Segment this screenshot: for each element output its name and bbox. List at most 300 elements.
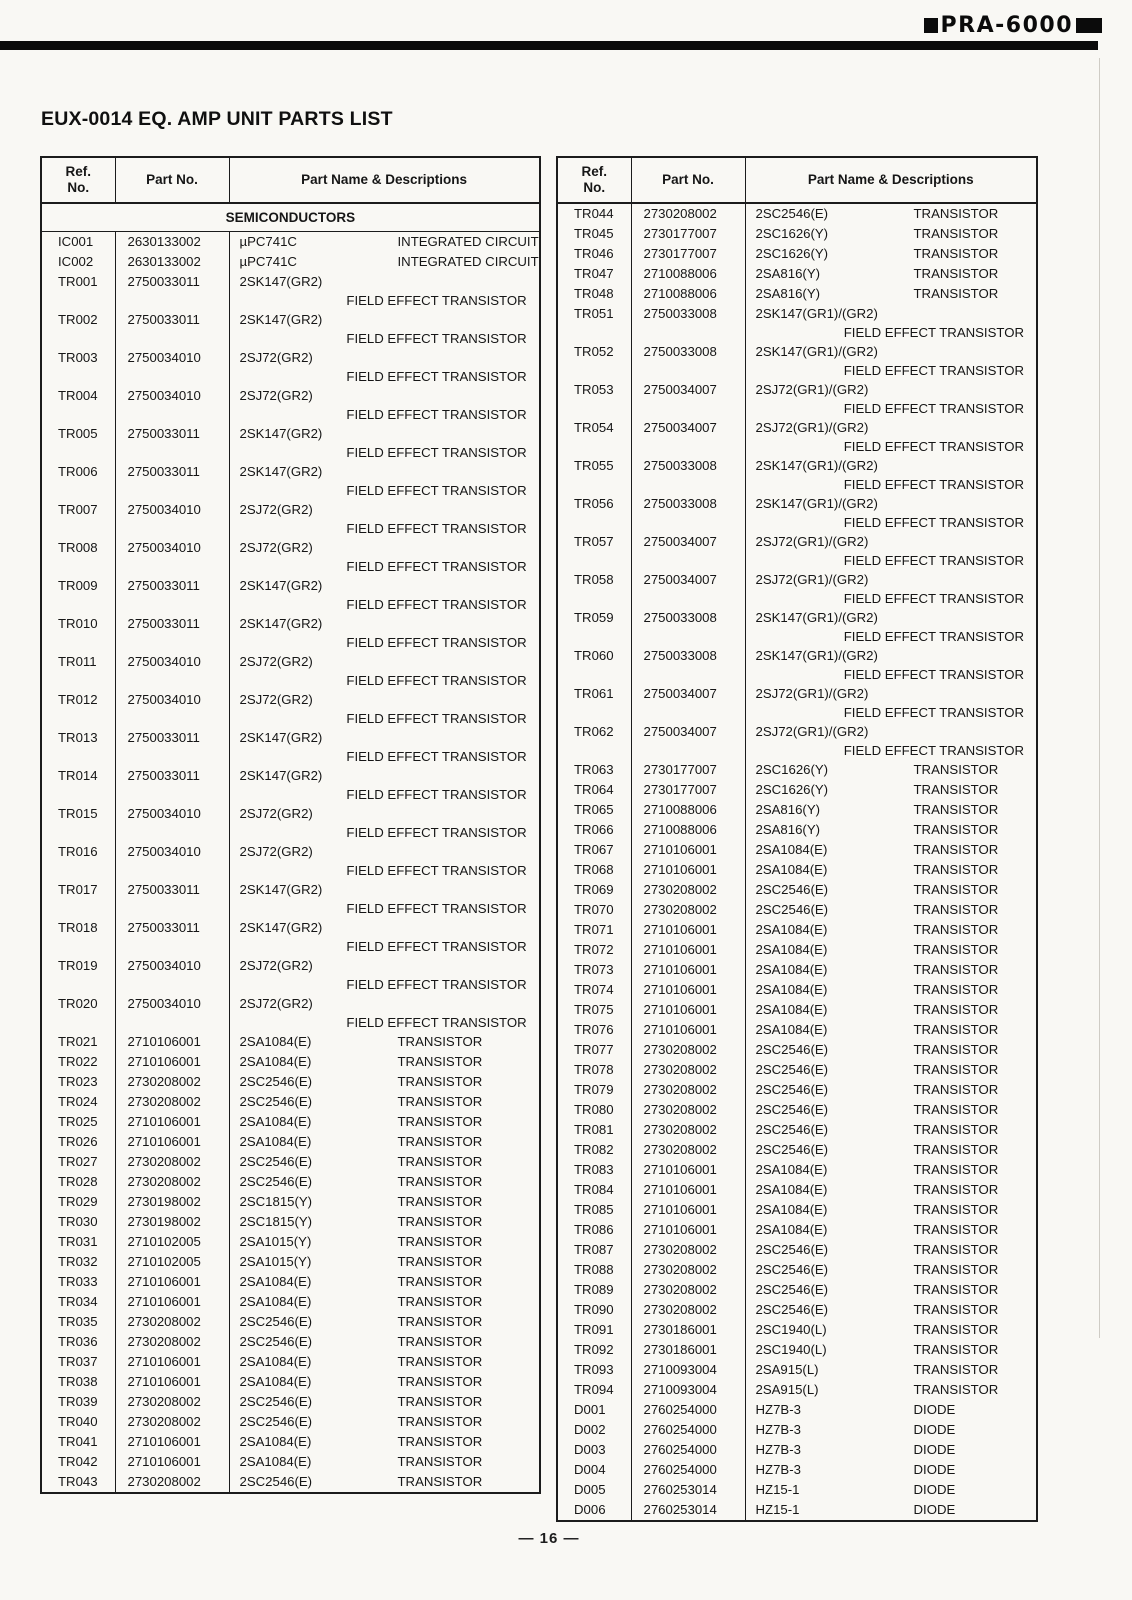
table-row <box>41 424 540 462</box>
ref-no-cell: TR080 <box>557 1100 631 1120</box>
part-name-desc-cell <box>229 652 540 690</box>
part-name: 2SJ72(GR2) <box>239 692 313 707</box>
part-description: FIELD EFFECT TRANSISTOR <box>346 1015 527 1030</box>
part-name-desc-cell <box>229 804 540 842</box>
part-name-desc-cell <box>229 1112 540 1132</box>
part-no-cell: 2730177007 <box>631 780 745 800</box>
part-description: TRANSISTOR <box>913 922 999 937</box>
part-description: FIELD EFFECT TRANSISTOR <box>843 363 1024 378</box>
part-name: 2SA1084(E) <box>755 982 828 997</box>
part-name: 2SA1084(E) <box>755 1222 828 1237</box>
table-row <box>41 232 540 253</box>
part-no-cell: 2730208002 <box>631 1300 745 1320</box>
part-no-cell: 2730208002 <box>631 203 745 224</box>
part-name-desc-cell <box>745 203 1037 224</box>
part-no-cell: 2750034007 <box>631 532 745 570</box>
part-no-cell: 2730208002 <box>115 1072 229 1092</box>
ref-no-cell: TR088 <box>557 1260 631 1280</box>
ref-no-cell: TR011 <box>41 652 115 690</box>
part-name: 2SC2546(E) <box>755 1242 829 1257</box>
ref-no-cell: TR094 <box>557 1380 631 1400</box>
table-row <box>557 780 1037 800</box>
table-row <box>41 1252 540 1272</box>
part-description: TRANSISTOR <box>913 1082 999 1097</box>
part-name: 2SC2546(E) <box>755 1042 829 1057</box>
part-name: 2SA1015(Y) <box>239 1234 312 1249</box>
part-no-cell: 2750033008 <box>631 456 745 494</box>
ref-no-cell: TR059 <box>557 608 631 646</box>
part-description: FIELD EFFECT TRANSISTOR <box>843 591 1024 606</box>
part-no-cell: 2710106001 <box>115 1272 229 1292</box>
table-row <box>557 940 1037 960</box>
table-row <box>41 1132 540 1152</box>
table-row <box>557 532 1037 570</box>
table-row <box>557 1260 1037 1280</box>
ref-no-cell: TR079 <box>557 1080 631 1100</box>
table-row <box>41 1272 540 1292</box>
part-description: TRANSISTOR <box>397 1214 483 1229</box>
part-no-cell: 2710106001 <box>115 1292 229 1312</box>
table-row <box>557 203 1037 224</box>
part-name-desc-cell <box>745 1200 1037 1220</box>
part-name: 2SC2546(E) <box>239 1334 313 1349</box>
ref-no-cell: TR016 <box>41 842 115 880</box>
part-name: 2SC2546(E) <box>755 1062 829 1077</box>
part-no-cell: 2730186001 <box>631 1320 745 1340</box>
part-description: TRANSISTOR <box>397 1354 483 1369</box>
part-description: TRANSISTOR <box>913 246 999 261</box>
ref-no-cell: TR039 <box>41 1392 115 1412</box>
part-name-desc-cell <box>229 538 540 576</box>
brand-bar-left-icon <box>924 18 938 33</box>
part-description: TRANSISTOR <box>397 1374 483 1389</box>
part-no-cell: 2750033011 <box>115 614 229 652</box>
ref-no-cell: TR019 <box>41 956 115 994</box>
table-row <box>41 348 540 386</box>
part-description: TRANSISTOR <box>913 1202 999 1217</box>
part-name: 2SC1626(Y) <box>755 226 829 241</box>
part-no-cell: 2760254000 <box>631 1420 745 1440</box>
part-no-cell: 2730208002 <box>115 1172 229 1192</box>
part-no-cell: 2710106001 <box>115 1372 229 1392</box>
ref-header-line2: No. <box>583 180 606 195</box>
ref-no-cell: TR078 <box>557 1060 631 1080</box>
part-description: TRANSISTOR <box>397 1174 483 1189</box>
part-name: 2SA1084(E) <box>239 1034 312 1049</box>
part-name: 2SA1084(E) <box>755 1002 828 1017</box>
table-row <box>557 1500 1037 1521</box>
part-description: TRANSISTOR <box>397 1394 483 1409</box>
ref-header-line2: No. <box>67 180 90 195</box>
part-name: 2SC2546(E) <box>239 1154 313 1169</box>
part-name-desc-cell <box>745 880 1037 900</box>
part-name: 2SJ72(GR1)/(GR2) <box>755 724 869 739</box>
part-name: 2SJ72(GR1)/(GR2) <box>755 420 869 435</box>
part-name-desc-cell <box>745 1360 1037 1380</box>
table-row <box>41 310 540 348</box>
table-row <box>41 1072 540 1092</box>
table-row <box>557 418 1037 456</box>
part-no-cell: 2750033008 <box>631 608 745 646</box>
part-no-cell: 2750034007 <box>631 570 745 608</box>
table-row <box>557 1080 1037 1100</box>
part-description: TRANSISTOR <box>913 1062 999 1077</box>
part-description: FIELD EFFECT TRANSISTOR <box>843 401 1024 416</box>
table-row <box>557 1120 1037 1140</box>
table-row <box>41 272 540 310</box>
part-no-cell: 2750034010 <box>115 994 229 1032</box>
section-title: SEMICONDUCTORS <box>41 203 540 232</box>
ref-no-cell: TR073 <box>557 960 631 980</box>
part-no-cell: 2750033008 <box>631 646 745 684</box>
ref-no-cell: TR030 <box>41 1212 115 1232</box>
part-no-cell: 2730208002 <box>631 1080 745 1100</box>
part-name-desc-cell <box>229 1152 540 1172</box>
ref-no-cell: TR028 <box>41 1172 115 1192</box>
ref-no-cell: TR074 <box>557 980 631 1000</box>
part-name-desc-cell <box>745 760 1037 780</box>
part-description: TRANSISTOR <box>397 1334 483 1349</box>
part-name-desc-cell <box>229 1192 540 1212</box>
part-description: TRANSISTOR <box>913 226 999 241</box>
part-name: 2SC2546(E) <box>755 1262 829 1277</box>
header-row <box>41 157 540 203</box>
part-name-desc-cell <box>229 728 540 766</box>
part-name-desc-cell <box>745 264 1037 284</box>
part-no-cell: 2750034010 <box>115 538 229 576</box>
part-name-desc-cell <box>229 1292 540 1312</box>
part-no-cell: 2750033011 <box>115 424 229 462</box>
part-description: FIELD EFFECT TRANSISTOR <box>346 939 527 954</box>
part-name-desc-cell <box>229 1252 540 1272</box>
ref-no-cell: TR020 <box>41 994 115 1032</box>
ref-no-cell: TR047 <box>557 264 631 284</box>
ref-no-cell: TR007 <box>41 500 115 538</box>
part-name: 2SJ72(GR2) <box>239 350 313 365</box>
part-name-desc-cell <box>229 272 540 310</box>
table-row <box>557 1140 1037 1160</box>
table-row <box>41 576 540 614</box>
part-name-desc-cell <box>745 1380 1037 1400</box>
table-row <box>557 1040 1037 1060</box>
part-name: 2SK147(GR2) <box>239 730 323 745</box>
ref-no-cell: TR051 <box>557 304 631 342</box>
table-row <box>557 880 1037 900</box>
part-name: HZ15-1 <box>755 1502 800 1517</box>
part-no-cell: 2750033011 <box>115 880 229 918</box>
part-description: TRANSISTOR <box>913 942 999 957</box>
part-name-desc-cell <box>745 780 1037 800</box>
part-name: 2SK147(GR1)/(GR2) <box>755 496 878 511</box>
part-name: 2SA1084(E) <box>755 1162 828 1177</box>
part-name-desc-cell <box>745 900 1037 920</box>
ref-no-cell: TR084 <box>557 1180 631 1200</box>
part-name: 2SK147(GR2) <box>239 426 323 441</box>
table-row <box>41 386 540 424</box>
part-no-cell: 2750034007 <box>631 380 745 418</box>
part-name-desc-cell <box>745 1480 1037 1500</box>
part-description: TRANSISTOR <box>397 1034 483 1049</box>
part-no-cell: 2750033011 <box>115 918 229 956</box>
part-name: 2SK147(GR2) <box>239 616 323 631</box>
table-row <box>557 1180 1037 1200</box>
section-row <box>41 203 540 232</box>
part-name: 2SC2546(E) <box>239 1474 313 1489</box>
part-name-desc-cell <box>229 1092 540 1112</box>
part-name: 2SC2546(E) <box>755 1142 829 1157</box>
table-row <box>41 1112 540 1132</box>
part-no-cell: 2750033008 <box>631 304 745 342</box>
table-row <box>557 840 1037 860</box>
table-row <box>557 980 1037 1000</box>
ref-col-header <box>557 157 631 203</box>
part-name: 2SC2546(E) <box>755 1122 829 1137</box>
ref-header-line1: Ref. <box>581 164 607 179</box>
table-row <box>41 766 540 804</box>
part-description: FIELD EFFECT TRANSISTOR <box>346 331 527 346</box>
part-name-desc-cell <box>745 304 1037 342</box>
part-no-cell: 2710102005 <box>115 1252 229 1272</box>
part-name: 2SC2546(E) <box>239 1094 313 1109</box>
part-no-cell: 2710088006 <box>631 820 745 840</box>
part-name: 2SC2546(E) <box>239 1174 313 1189</box>
part-name: 2SA1084(E) <box>239 1114 312 1129</box>
part-description: FIELD EFFECT TRANSISTOR <box>843 515 1024 530</box>
ref-no-cell: IC002 <box>41 252 115 272</box>
part-no-cell: 2710106001 <box>631 1000 745 1020</box>
part-description: TRANSISTOR <box>913 782 999 797</box>
table-row <box>41 500 540 538</box>
ref-no-cell: TR069 <box>557 880 631 900</box>
part-name-desc-cell <box>745 418 1037 456</box>
part-description: TRANSISTOR <box>913 1182 999 1197</box>
part-name: µPC741C <box>239 254 297 269</box>
part-name: 2SA1084(E) <box>239 1274 312 1289</box>
ref-no-cell: TR076 <box>557 1020 631 1040</box>
part-no-cell: 2730198002 <box>115 1192 229 1212</box>
part-description: TRANSISTOR <box>397 1294 483 1309</box>
part-name-desc-cell <box>745 1500 1037 1521</box>
ref-no-cell: TR046 <box>557 244 631 264</box>
brand-text: PRA-6000 <box>940 13 1073 38</box>
part-name-desc-cell <box>745 532 1037 570</box>
part-name: 2SJ72(GR1)/(GR2) <box>755 686 869 701</box>
part-name: 2SJ72(GR2) <box>239 844 313 859</box>
ref-no-cell: TR064 <box>557 780 631 800</box>
part-description: TRANSISTOR <box>913 266 999 281</box>
table-row <box>41 1472 540 1493</box>
part-name: 2SC2546(E) <box>755 882 829 897</box>
part-name-desc-cell <box>229 956 540 994</box>
part-no-cell: 2760254000 <box>631 1460 745 1480</box>
part-name-desc-cell <box>745 1080 1037 1100</box>
part-no-cell: 2750034010 <box>115 348 229 386</box>
ref-no-cell: TR082 <box>557 1140 631 1160</box>
part-no-cell: 2750034010 <box>115 842 229 880</box>
table-row <box>557 608 1037 646</box>
ref-no-cell: TR091 <box>557 1320 631 1340</box>
part-no-cell: 2750034010 <box>115 500 229 538</box>
part-name: 2SA1084(E) <box>755 942 828 957</box>
part-no-cell: 2730177007 <box>631 224 745 244</box>
part-name: 2SJ72(GR2) <box>239 654 313 669</box>
part-no-cell: 2710088006 <box>631 284 745 304</box>
part-no-cell: 2730208002 <box>631 900 745 920</box>
table-row <box>41 1392 540 1412</box>
part-name-desc-cell <box>229 1312 540 1332</box>
ref-no-cell: TR057 <box>557 532 631 570</box>
part-name: 2SC2546(E) <box>755 902 829 917</box>
part-name-desc-cell <box>745 380 1037 418</box>
table-row <box>41 1092 540 1112</box>
part-no-cell: 2710106001 <box>115 1432 229 1452</box>
part-name-desc-cell <box>745 980 1037 1000</box>
part-description: FIELD EFFECT TRANSISTOR <box>346 559 527 574</box>
part-name: 2SA1084(E) <box>239 1134 312 1149</box>
part-description: FIELD EFFECT TRANSISTOR <box>346 749 527 764</box>
ref-no-cell: TR002 <box>41 310 115 348</box>
part-name: 2SC2546(E) <box>239 1394 313 1409</box>
part-name-desc-cell <box>745 646 1037 684</box>
ref-no-cell: TR010 <box>41 614 115 652</box>
part-name-desc-cell <box>745 1400 1037 1420</box>
table-row <box>41 728 540 766</box>
part-name-desc-cell <box>745 684 1037 722</box>
table-row <box>557 1160 1037 1180</box>
part-no-cell: 2730208002 <box>631 1140 745 1160</box>
part-no-cell: 2710093004 <box>631 1360 745 1380</box>
ref-no-cell: TR017 <box>41 880 115 918</box>
part-description: FIELD EFFECT TRANSISTOR <box>346 863 527 878</box>
ref-no-cell: TR040 <box>41 1412 115 1432</box>
table-row <box>557 1440 1037 1460</box>
ref-no-cell: TR052 <box>557 342 631 380</box>
table-row <box>557 1420 1037 1440</box>
part-name-desc-cell <box>745 1300 1037 1320</box>
table-row <box>41 1452 540 1472</box>
part-name: 2SC2546(E) <box>755 1302 829 1317</box>
ref-no-cell: TR036 <box>41 1332 115 1352</box>
part-name-desc-cell <box>745 570 1037 608</box>
part-name-desc-cell <box>229 880 540 918</box>
part-name: 2SJ72(GR1)/(GR2) <box>755 572 869 587</box>
part-no-cell: 2730208002 <box>631 1040 745 1060</box>
part-description: TRANSISTOR <box>913 1142 999 1157</box>
part-no-cell: 2710093004 <box>631 1380 745 1400</box>
ref-no-cell: TR061 <box>557 684 631 722</box>
part-description: TRANSISTOR <box>913 1002 999 1017</box>
table-row <box>557 1380 1037 1400</box>
ref-no-cell: TR044 <box>557 203 631 224</box>
part-name-desc-cell <box>229 1352 540 1372</box>
part-description: INTEGRATED CIRCUIT <box>397 254 539 269</box>
table-row <box>41 252 540 272</box>
ref-no-cell: IC001 <box>41 232 115 253</box>
table-row <box>557 1000 1037 1020</box>
part-name: 2SK147(GR2) <box>239 274 323 289</box>
part-name-desc-cell <box>745 1460 1037 1480</box>
part-no-cell: 2760253014 <box>631 1500 745 1521</box>
part-no-cell: 2750033011 <box>115 766 229 804</box>
part-no-cell: 2730208002 <box>115 1332 229 1352</box>
table-row <box>41 1212 540 1232</box>
part-description: TRANSISTOR <box>397 1234 483 1249</box>
table-row <box>557 1340 1037 1360</box>
part-name-desc-cell <box>229 690 540 728</box>
part-name-desc-cell <box>745 722 1037 760</box>
part-name: 2SA915(L) <box>755 1362 819 1377</box>
part-description: FIELD EFFECT TRANSISTOR <box>843 629 1024 644</box>
part-no-cell: 2750034007 <box>631 418 745 456</box>
part-name-desc-cell <box>229 1372 540 1392</box>
part-name-desc-cell <box>745 1160 1037 1180</box>
part-name: 2SC1940(L) <box>755 1342 827 1357</box>
part-description: TRANSISTOR <box>397 1134 483 1149</box>
part-name-desc-cell <box>229 232 540 253</box>
part-name: 2SC1940(L) <box>755 1322 827 1337</box>
table-row <box>557 1280 1037 1300</box>
part-name: 2SC1815(Y) <box>239 1194 313 1209</box>
ref-no-cell: TR062 <box>557 722 631 760</box>
part-name: 2SK147(GR2) <box>239 464 323 479</box>
ref-no-cell: TR054 <box>557 418 631 456</box>
table-row <box>557 860 1037 880</box>
part-description: TRANSISTOR <box>397 1314 483 1329</box>
table-row <box>41 538 540 576</box>
part-no-cell: 2750033011 <box>115 462 229 500</box>
part-name-desc-cell <box>229 842 540 880</box>
table-row <box>41 842 540 880</box>
table-row <box>557 1300 1037 1320</box>
part-name: 2SK147(GR2) <box>239 578 323 593</box>
part-name: 2SJ72(GR2) <box>239 540 313 555</box>
part-description: TRANSISTOR <box>913 882 999 897</box>
part-description: TRANSISTOR <box>397 1114 483 1129</box>
part-description: TRANSISTOR <box>397 1094 483 1109</box>
ref-no-cell: TR001 <box>41 272 115 310</box>
part-no-cell: 2710106001 <box>631 1020 745 1040</box>
part-name: 2SK147(GR2) <box>239 768 323 783</box>
ref-no-cell: TR055 <box>557 456 631 494</box>
part-name: 2SA816(Y) <box>755 286 821 301</box>
ref-no-cell: TR042 <box>41 1452 115 1472</box>
part-name-desc-cell <box>745 1280 1037 1300</box>
ref-no-cell: TR026 <box>41 1132 115 1152</box>
part-no-cell: 2750034010 <box>115 956 229 994</box>
part-description: FIELD EFFECT TRANSISTOR <box>843 477 1024 492</box>
ref-no-cell: TR029 <box>41 1192 115 1212</box>
part-name: 2SA1084(E) <box>239 1434 312 1449</box>
ref-no-cell: TR013 <box>41 728 115 766</box>
part-name-desc-cell <box>229 1212 540 1232</box>
part-description: TRANSISTOR <box>913 206 999 221</box>
table-row <box>41 1312 540 1332</box>
part-no-cell: 2710106001 <box>115 1052 229 1072</box>
part-name: 2SC2546(E) <box>755 206 829 221</box>
ref-no-cell: TR058 <box>557 570 631 608</box>
part-description: FIELD EFFECT TRANSISTOR <box>843 325 1024 340</box>
part-no-cell: 2750034007 <box>631 684 745 722</box>
part-no-cell: 2730208002 <box>115 1092 229 1112</box>
part-name-desc-cell <box>745 224 1037 244</box>
part-description: TRANSISTOR <box>913 1382 999 1397</box>
part-name: 2SK147(GR1)/(GR2) <box>755 648 878 663</box>
part-description: FIELD EFFECT TRANSISTOR <box>843 439 1024 454</box>
ref-no-cell: TR018 <box>41 918 115 956</box>
part-description: TRANSISTOR <box>913 1102 999 1117</box>
ref-no-cell: TR083 <box>557 1160 631 1180</box>
part-col-header: Part No. <box>631 157 745 203</box>
